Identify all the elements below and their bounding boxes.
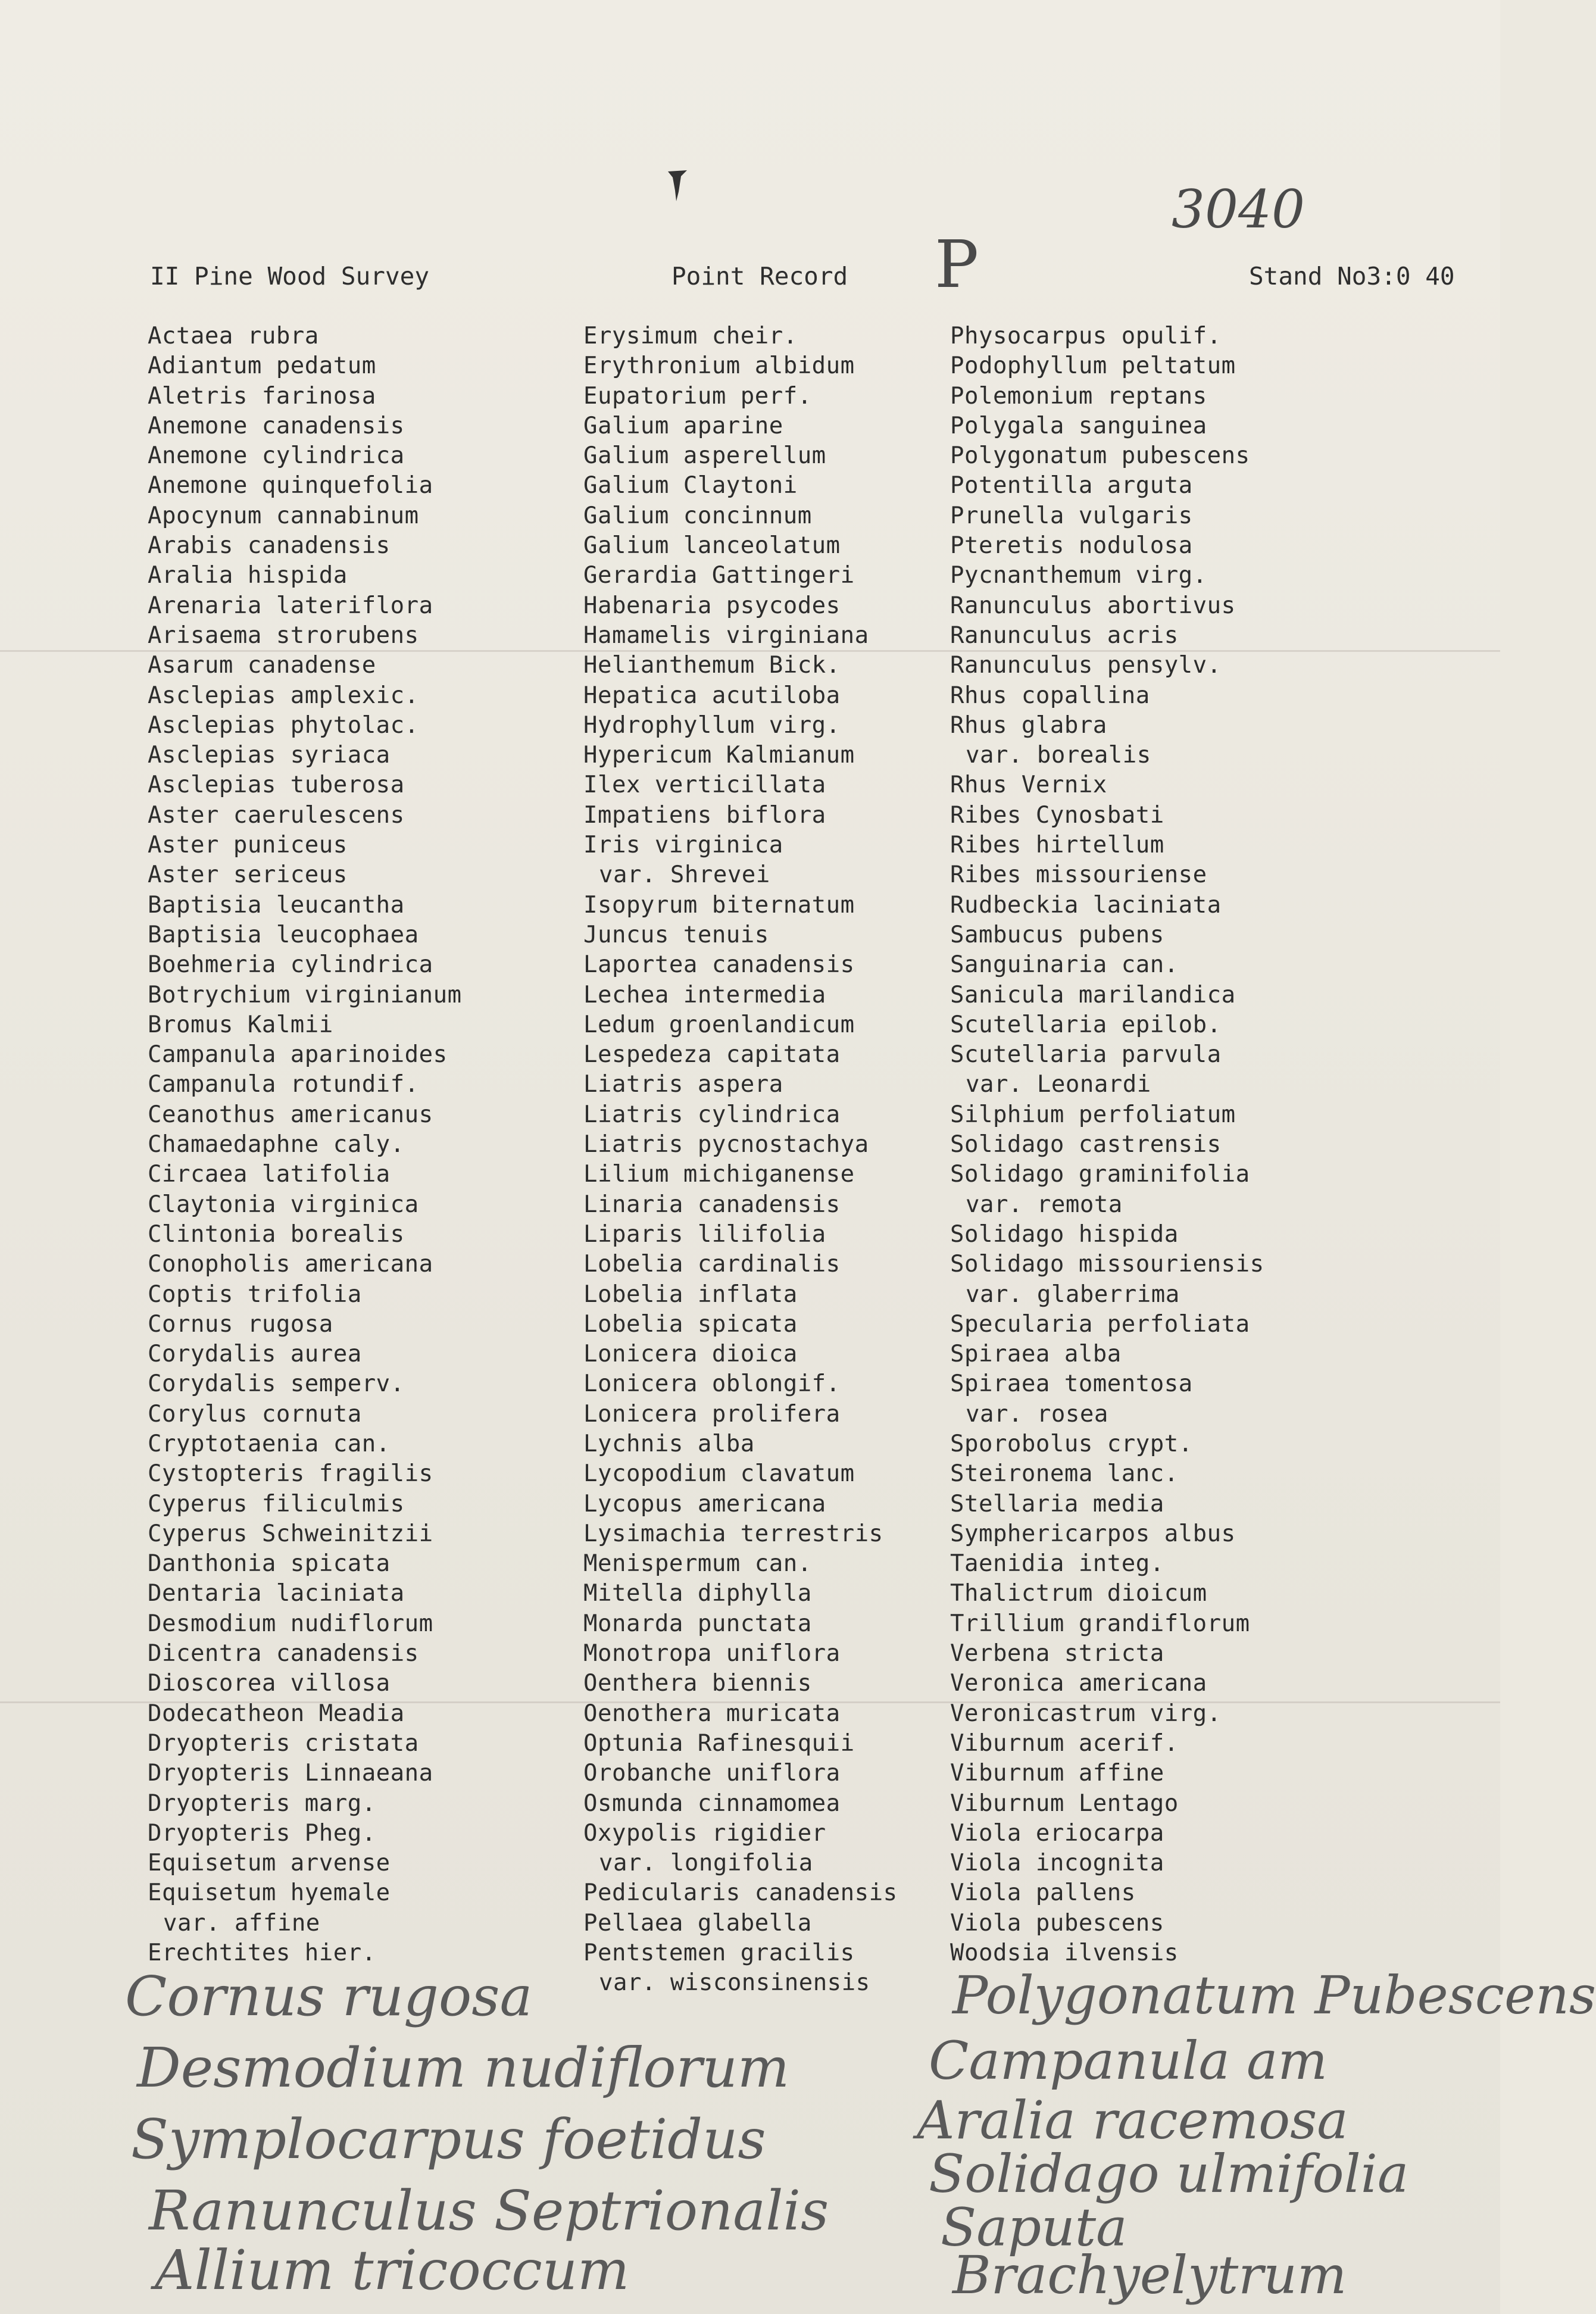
species-entry: Oenothera muricata [583, 1700, 841, 1727]
species-entry: Monarda punctata [583, 1610, 812, 1637]
species-entry: Ranunculus acris [950, 622, 1179, 649]
species-entry: Iris virginica [583, 832, 783, 859]
species-entry: Corylus cornuta [148, 1400, 362, 1428]
species-entry: Taenidia integ. [950, 1550, 1164, 1578]
species-column-1 [148, 321, 600, 1968]
species-entry: Anemone canadensis [148, 412, 405, 439]
species-entry: Dryopteris marg. [148, 1790, 376, 1817]
species-entry: Spiraea tomentosa [950, 1370, 1193, 1398]
species-entry: Arabis canadensis [148, 532, 391, 560]
species-entry: Dicentra canadensis [148, 1640, 419, 1667]
species-entry: Asclepias tuberosa [148, 772, 405, 799]
species-entry: Habenaria psycodes [583, 592, 841, 619]
species-entry: Solidago hispida [950, 1220, 1179, 1248]
species-entry: Prunella vulgaris [950, 502, 1193, 529]
handwritten-note: Ranunculus Septrionalis [149, 2179, 829, 2243]
handwritten-stand-number: 3040 [1172, 179, 1305, 240]
handwritten-note: Desmodium nudiflorum [137, 2036, 790, 2100]
handwritten-note: Aralia racemosa [917, 2090, 1348, 2151]
species-entry: Desmodium nudiflorum [148, 1610, 433, 1637]
species-entry: Lycopodium clavatum [583, 1460, 855, 1488]
species-entry: Liatris pycnostachya [583, 1131, 869, 1158]
species-entry: Dioscorea villosa [148, 1670, 391, 1697]
species-entry: Apocynum cannabinum [148, 502, 419, 529]
species-entry: Bromus Kalmii [148, 1011, 333, 1038]
species-entry: Hypericum Kalmianum [583, 742, 855, 769]
species-entry: Lychnis alba [583, 1430, 755, 1457]
species-entry: Monotropa uniflora [583, 1640, 841, 1667]
species-entry: var. remota [966, 1191, 1123, 1218]
species-entry: Hepatica acutiloba [583, 682, 841, 709]
species-entry: Optunia Rafinesquii [583, 1729, 855, 1757]
handwritten-note: Solidago ulmifolia [929, 2143, 1409, 2204]
species-entry: Solidago graminifolia [950, 1161, 1250, 1188]
record-type: Point Record [671, 262, 848, 291]
species-entry: Adiantum pedatum [148, 352, 376, 380]
handwritten-mark: P [935, 226, 979, 302]
species-entry: Impatiens biflora [583, 801, 826, 829]
species-entry: Physocarpus opulif. [950, 323, 1222, 349]
species-entry: Pellaea glabella [583, 1909, 812, 1937]
species-entry: Botrychium virginianum [148, 981, 462, 1008]
species-entry: var. Leonardi [966, 1071, 1151, 1098]
species-entry: Dryopteris cristata [148, 1729, 419, 1757]
species-entry: Lilium michiganense [583, 1161, 855, 1188]
species-entry: Aster puniceus [148, 832, 348, 859]
species-entry: Polygonatum pubescens [950, 442, 1250, 470]
species-entry: Polemonium reptans [950, 382, 1207, 410]
species-entry: Pentstemen gracilis [583, 1940, 855, 1967]
species-entry: Scutellaria epilob. [950, 1011, 1222, 1038]
species-entry: Osmunda cinnamomea [583, 1790, 841, 1817]
species-entry: Juncus tenuis [583, 921, 769, 948]
species-entry: Sambucus pubens [950, 921, 1164, 948]
species-entry: Lycopus americana [583, 1490, 826, 1517]
species-entry: Sanguinaria can. [950, 951, 1179, 979]
species-entry: Lechea intermedia [583, 981, 826, 1008]
species-entry: Aster caerulescens [148, 801, 405, 829]
species-entry: Cryptotaenia can. [148, 1430, 391, 1457]
species-entry: Thalictrum dioicum [950, 1580, 1207, 1607]
species-entry: Laportea canadensis [583, 951, 855, 979]
species-entry: Asclepias amplexic. [148, 682, 419, 709]
species-entry: Erysimum cheir. [583, 323, 798, 349]
species-entry: Cornus rugosa [148, 1310, 333, 1338]
species-column-3 [950, 321, 1403, 1968]
species-entry: Symphericarpos albus [950, 1520, 1236, 1547]
species-entry: Ribes hirtellum [950, 832, 1164, 859]
species-entry: Liatris cylindrica [583, 1101, 841, 1128]
species-entry: Oxypolis rigidier [583, 1819, 826, 1847]
species-entry: Erechtites hier. [148, 1940, 376, 1967]
species-entry: Campanula rotundif. [148, 1071, 419, 1098]
species-entry: Viburnum Lentago [950, 1790, 1179, 1817]
species-entry: Viola eriocarpa [950, 1819, 1164, 1847]
species-entry: Oenthera biennis [583, 1670, 812, 1697]
species-entry: Lonicera oblongif. [583, 1370, 841, 1398]
species-entry: Liatris aspera [583, 1071, 783, 1098]
species-entry: Mitella diphylla [583, 1580, 812, 1607]
species-entry: Orobanche uniflora [583, 1760, 841, 1787]
species-entry: Specularia perfoliata [950, 1310, 1250, 1338]
species-entry: Ribes missouriense [950, 861, 1207, 889]
species-entry: Hydrophyllum virg. [583, 711, 841, 739]
species-entry: Lobelia spicata [583, 1310, 798, 1338]
species-entry: Anemone cylindrica [148, 442, 405, 470]
species-entry: var. rosea [966, 1400, 1108, 1428]
ink-blot-icon [666, 168, 689, 204]
species-entry: var. affine [163, 1909, 320, 1937]
species-entry: Ribes Cynosbati [950, 801, 1164, 829]
species-entry: Viburnum acerif. [950, 1729, 1179, 1757]
species-entry: Campanula aparinoides [148, 1041, 448, 1069]
species-entry: Galium concinnum [583, 502, 812, 529]
species-entry: Solidago castrensis [950, 1131, 1222, 1158]
species-entry: Viburnum affine [950, 1760, 1164, 1787]
species-entry: var. Shrevei [599, 861, 770, 889]
species-entry: Rhus copallina [950, 682, 1150, 709]
species-entry: Viola pallens [950, 1879, 1136, 1907]
species-entry: Danthonia spicata [148, 1550, 391, 1578]
species-entry: Corydalis semperv. [148, 1370, 405, 1398]
species-entry: Steironema lanc. [950, 1460, 1179, 1488]
species-entry: Pycnanthemum virg. [950, 562, 1207, 589]
species-entry: Ceanothus americanus [148, 1101, 433, 1128]
species-entry: Viola incognita [950, 1850, 1164, 1877]
species-entry: Anemone quinquefolia [148, 472, 433, 499]
species-entry: Cystopteris fragilis [148, 1460, 433, 1488]
species-entry: Linaria canadensis [583, 1191, 841, 1218]
species-entry: Asarum canadense [148, 652, 376, 679]
species-entry: Lonicera prolifera [583, 1400, 841, 1428]
handwritten-note: Polygonatum Pubescens [952, 1965, 1596, 2026]
handwritten-note: Cornus rugosa [125, 1965, 533, 2028]
species-entry: Aster sericeus [148, 861, 348, 889]
species-entry: Cyperus Schweinitzii [148, 1520, 433, 1547]
species-entry: Aletris farinosa [148, 382, 376, 410]
species-entry: var. borealis [966, 742, 1151, 769]
species-entry: Spiraea alba [950, 1341, 1122, 1368]
species-entry: Trillium grandiflorum [950, 1610, 1250, 1637]
species-entry: Conopholis americana [148, 1251, 433, 1278]
species-entry: Sanicula marilandica [950, 981, 1236, 1008]
species-entry: Liparis lilifolia [583, 1220, 826, 1248]
species-entry: Rhus Vernix [950, 772, 1107, 799]
species-entry: Solidago missouriensis [950, 1251, 1264, 1278]
species-entry: Dryopteris Linnaeana [148, 1760, 433, 1787]
species-entry: Ranunculus pensylv. [950, 652, 1222, 679]
species-entry: Pteretis nodulosa [950, 532, 1193, 560]
species-entry: Galium aparine [583, 412, 783, 439]
species-entry: Cyperus filiculmis [148, 1490, 405, 1517]
species-entry: Circaea latifolia [148, 1161, 391, 1188]
species-entry: var. wisconsinensis [599, 1969, 870, 1997]
species-entry: Gerardia Gattingeri [583, 562, 855, 589]
species-entry: Arenaria lateriflora [148, 592, 433, 619]
species-entry: Eupatorium perf. [583, 382, 812, 410]
species-entry: Asclepias phytolac. [148, 711, 419, 739]
species-entry: Viola pubescens [950, 1909, 1164, 1937]
species-entry: Isopyrum biternatum [583, 891, 855, 919]
handwritten-note: Campanula am [929, 2030, 1328, 2091]
species-entry: Baptisia leucophaea [148, 921, 419, 948]
species-entry: Podophyllum peltatum [950, 352, 1236, 380]
species-entry: Sporobolus crypt. [950, 1430, 1193, 1457]
species-entry: Veronicastrum virg. [950, 1700, 1222, 1727]
species-entry: Silphium perfoliatum [950, 1101, 1236, 1128]
species-entry: Galium Claytoni [583, 472, 798, 499]
species-entry: Polygala sanguinea [950, 412, 1207, 439]
handwritten-note: Allium tricoccum [155, 2238, 630, 2302]
species-entry: Coptis trifolia [148, 1281, 362, 1308]
species-entry: Verbena stricta [950, 1640, 1164, 1667]
species-entry: Rudbeckia laciniata [950, 891, 1222, 919]
species-entry: Lonicera dioica [583, 1341, 798, 1368]
species-entry: Equisetum hyemale [148, 1879, 391, 1907]
species-entry: Galium lanceolatum [583, 532, 841, 560]
species-entry: Dentaria laciniata [148, 1580, 405, 1607]
species-entry: Lobelia inflata [583, 1281, 798, 1308]
species-entry: Chamaedaphne caly. [148, 1131, 405, 1158]
species-entry: Clintonia borealis [148, 1220, 405, 1248]
species-entry: Pedicularis canadensis [583, 1879, 898, 1907]
species-entry: Lespedeza capitata [583, 1041, 841, 1069]
species-entry: Lysimachia terrestris [583, 1520, 883, 1547]
species-entry: Menispermum can. [583, 1550, 812, 1578]
species-entry: Arisaema strorubens [148, 622, 419, 649]
species-entry: Dryopteris Pheg. [148, 1819, 376, 1847]
species-entry: Ledum groenlandicum [583, 1011, 855, 1038]
species-entry: Asclepias syriaca [148, 742, 391, 769]
species-entry: Baptisia leucantha [148, 891, 405, 919]
species-entry: Ranunculus abortivus [950, 592, 1236, 619]
species-entry: Woodsia ilvensis [950, 1940, 1179, 1967]
species-entry: Corydalis aurea [148, 1341, 362, 1368]
survey-title: II Pine Wood Survey [150, 262, 429, 291]
species-entry: Dodecatheon Meadia [148, 1700, 405, 1727]
handwritten-note: Symplocarpus foetidus [131, 2107, 766, 2171]
species-entry: Actaea rubra [148, 323, 319, 349]
handwritten-note: Saputa [941, 2197, 1127, 2258]
species-entry: Equisetum arvense [148, 1850, 391, 1877]
species-entry: Aralia hispida [148, 562, 348, 589]
species-entry: Boehmeria cylindrica [148, 951, 433, 979]
species-entry: var. glaberrima [966, 1281, 1180, 1308]
species-entry: var. longifolia [599, 1850, 813, 1877]
species-entry: Helianthemum Bick. [583, 652, 841, 679]
species-entry: Claytonia virginica [148, 1191, 419, 1218]
species-entry: Veronica americana [950, 1670, 1207, 1697]
species-entry: Rhus glabra [950, 711, 1107, 739]
species-entry: Lobelia cardinalis [583, 1251, 841, 1278]
species-entry: Ilex verticillata [583, 772, 826, 799]
stand-number: Stand No3:0 40 [1249, 262, 1455, 291]
species-entry: Galium asperellum [583, 442, 826, 470]
species-entry: Erythronium albidum [583, 352, 855, 380]
species-entry: Scutellaria parvula [950, 1041, 1222, 1069]
species-entry: Stellaria media [950, 1490, 1164, 1517]
handwritten-note: Brachyelytrum [952, 2244, 1347, 2306]
species-entry: Potentilla arguta [950, 472, 1193, 499]
species-entry: Hamamelis virginiana [583, 622, 869, 649]
